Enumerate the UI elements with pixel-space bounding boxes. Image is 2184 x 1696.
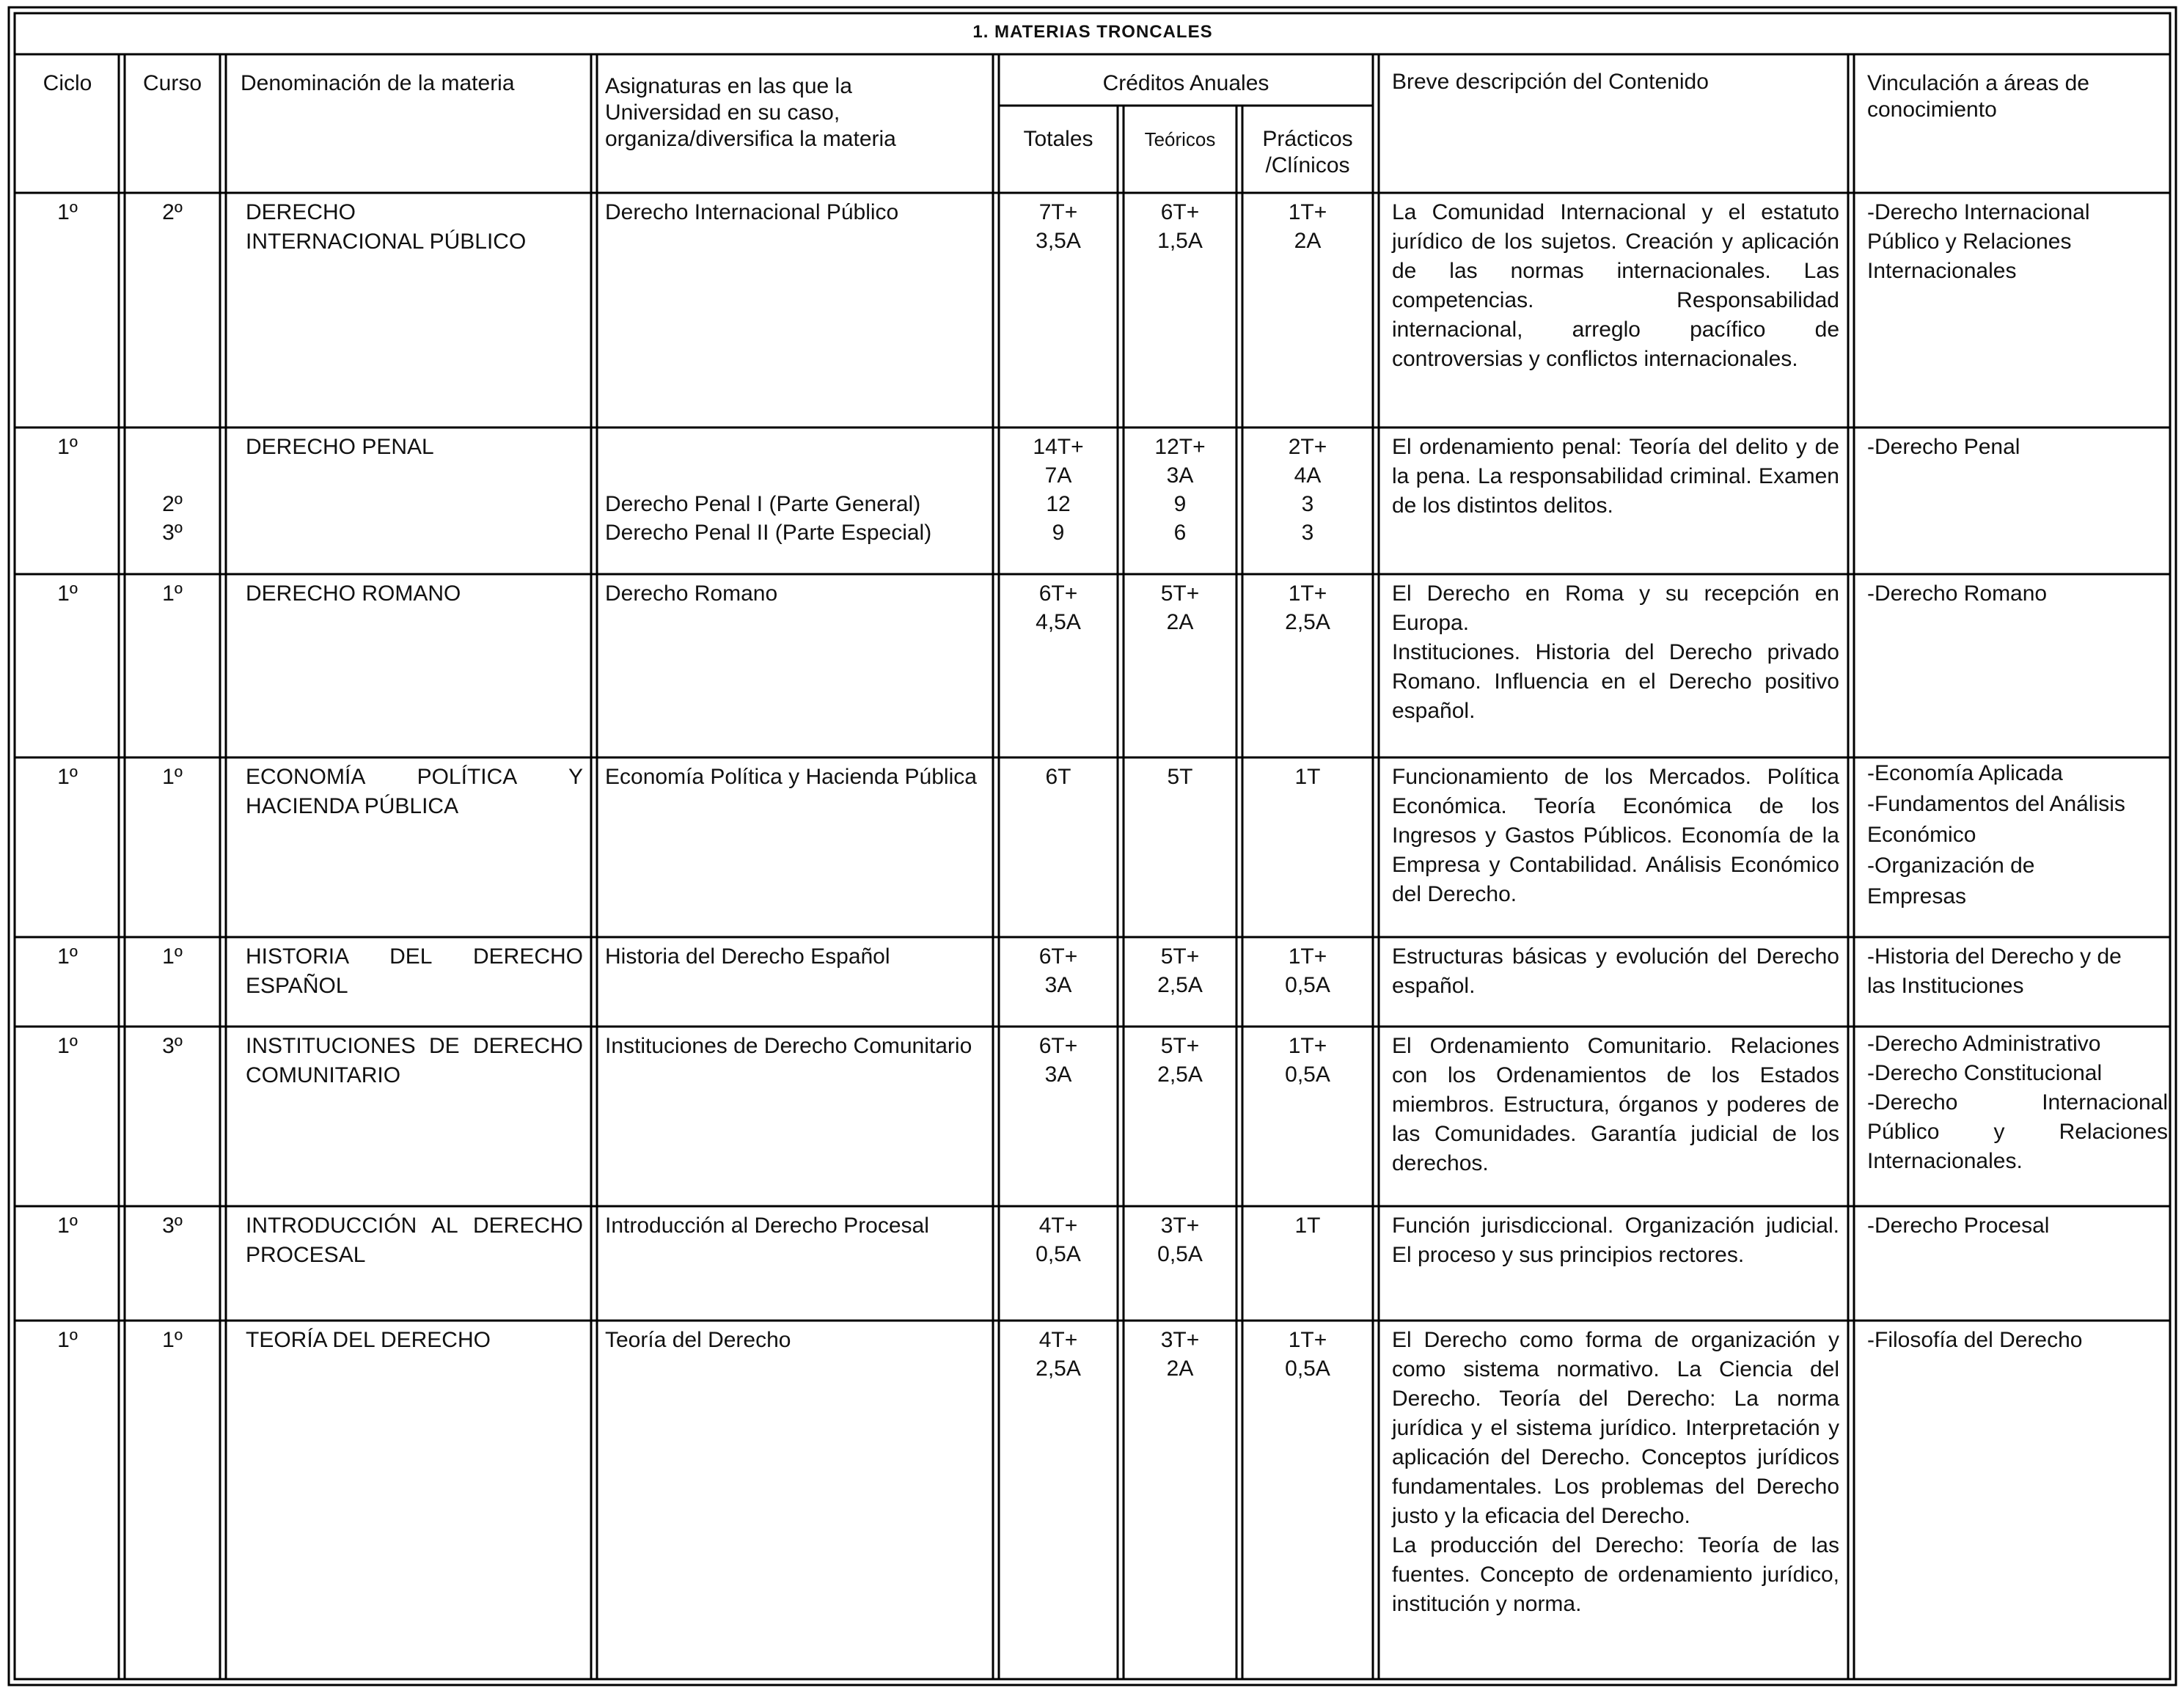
cell-practicos: 1T+ 0,5A (1285, 1034, 1330, 1087)
cell-practicos: 1T+ 0,5A (1285, 1328, 1330, 1381)
cell-teoricos: 12T+ 3A 9 6 (1154, 435, 1206, 545)
cell-denominacion: DERECHO INTERNACIONAL PÚBLICO (246, 200, 527, 254)
cell-vinculacion: -Historia del Derecho y de las Instituciones (1867, 944, 2122, 998)
cell-denominacion: TEORÍA DEL DERECHO (246, 1328, 491, 1352)
cell-denominacion: HISTORIA DEL DERECHO ESPAÑOL (246, 944, 583, 998)
cell-vinculacion: -Economía Aplicada -Fundamentos del Análisis Económico -Organización de Empresas (1867, 761, 2125, 908)
cell-practicos: 1T (1294, 765, 1321, 789)
header-curso: Curso (142, 71, 202, 95)
cell-vinculacion: -Derecho Procesal (1867, 1214, 2050, 1238)
header-asignaturas: Asignaturas en las que la Universidad en su caso, organiza/diversifica la materia (605, 74, 896, 151)
cell-curso: 3º (162, 1034, 183, 1058)
cell-totales: 7T+ 3,5A (1036, 200, 1081, 253)
cell-asignaturas: Introducción al Derecho Procesal (605, 1214, 929, 1238)
cell-practicos: 2T+ 4A 3 3 (1288, 435, 1327, 545)
header-ciclo: Ciclo (43, 71, 92, 95)
cell-denominacion: ECONOMÍA POLÍTICA Y HACIENDA PÚBLICA (246, 765, 583, 818)
cell-totales: 4T+ 2,5A (1036, 1328, 1081, 1381)
cell-teoricos: 3T+ 0,5A (1157, 1214, 1203, 1266)
table-title: 1. MATERIAS TRONCALES (972, 22, 1213, 42)
cell-descripcion: El Derecho en Roma y su recepción en Europa. Instituciones. Historia del Derecho privado Romano. Influencia en el Derecho positivo español. (1392, 581, 1839, 723)
cell-ciclo: 1º (57, 581, 78, 606)
cell-denominacion: DERECHO ROMANO (246, 581, 461, 606)
cell-practicos: 1T+ 2,5A (1285, 581, 1330, 634)
cell-descripcion: Estructuras básicas y evolución del Derecho español. (1392, 944, 1839, 998)
cell-totales: 6T+ 3A (1038, 1034, 1078, 1087)
cell-descripcion: El ordenamiento penal: Teoría del delito y de la pena. La responsabilidad criminal. Examen de los distintos delitos. (1392, 435, 1839, 518)
cell-curso: 1º (162, 1328, 183, 1352)
cell-totales: 14T+ 7A 12 9 (1033, 435, 1084, 545)
header-practicos: Prácticos /Clínicos (1262, 127, 1353, 177)
cell-vinculacion: -Filosofía del Derecho (1867, 1328, 2083, 1352)
cell-asignaturas: Derecho Internacional Público (605, 200, 899, 224)
cell-practicos: 1T+ 2A (1288, 200, 1327, 253)
table-grid (7, 6, 2184, 1696)
cell-ciclo: 1º (57, 1328, 78, 1352)
cell-descripcion: Funcionamiento de los Mercados. Política Económica. Teoría Económica de los Ingresos y Gastos Públicos. Economía de la Empresa y Contabilidad. Análisis Económico del Derecho. (1392, 765, 1839, 906)
cell-asignaturas: Derecho Romano (605, 581, 778, 606)
cell-ciclo: 1º (57, 435, 78, 459)
cell-descripcion: Función jurisdiccional. Organización judicial. El proceso y sus principios rectores. (1392, 1214, 1839, 1267)
header-creditos: Créditos Anuales (1102, 71, 1269, 95)
cell-asignaturas: Derecho Penal I (Parte General) Derecho Penal II (Parte Especial) (605, 492, 932, 545)
cell-totales: 6T+ 3A (1038, 944, 1078, 997)
cell-curso: 1º (162, 581, 183, 606)
header-teoricos: Teóricos (1144, 128, 1216, 150)
header-descripcion: Breve descripción del Contenido (1392, 70, 1709, 94)
cell-curso: 3º (162, 1214, 183, 1238)
cell-practicos: 1T (1294, 1214, 1321, 1238)
cell-teoricos: 5T+ 2,5A (1157, 944, 1203, 997)
header-denominacion: Denominación de la materia (241, 71, 515, 95)
cell-ciclo: 1º (57, 200, 78, 224)
cell-vinculacion: -Derecho Internacional Público y Relaciones Internacionales (1867, 200, 2090, 283)
cell-denominacion: DERECHO PENAL (246, 435, 434, 459)
cell-vinculacion: -Derecho Administrativo -Derecho Constitucional -Derecho Internacional Público y Relaciones Internacionales. (1867, 1032, 2168, 1173)
header-vinculacion: Vinculación a áreas de conocimiento (1867, 71, 2089, 122)
cell-vinculacion: -Derecho Romano (1867, 581, 2048, 606)
cell-teoricos: 3T+ 2A (1160, 1328, 1200, 1381)
document-page (7, 6, 2178, 1686)
cell-curso: 1º (162, 944, 183, 969)
cell-denominacion: INTRODUCCIÓN AL DERECHO PROCESAL (246, 1214, 583, 1267)
cell-ciclo: 1º (57, 944, 78, 969)
cell-teoricos: 5T+ 2,5A (1157, 1034, 1203, 1087)
cell-curso: 1º (162, 765, 183, 789)
cell-asignaturas: Instituciones de Derecho Comunitario (605, 1034, 972, 1058)
cell-descripcion: La Comunidad Internacional y el estatuto jurídico de los sujetos. Creación y aplicación de las normas internacionales. Las competencias. Responsabilidad internacional, arreglo pacífico de controversias y conflictos internacionales. (1392, 200, 1839, 371)
cell-ciclo: 1º (57, 765, 78, 789)
cell-ciclo: 1º (57, 1214, 78, 1238)
cell-asignaturas: Historia del Derecho Español (605, 944, 890, 969)
header-totales: Totales (1023, 127, 1093, 151)
cell-totales: 6T+ 4,5A (1036, 581, 1081, 634)
cell-teoricos: 6T+ 1,5A (1157, 200, 1203, 253)
cell-asignaturas: Teoría del Derecho (605, 1328, 791, 1352)
cell-descripcion: El Ordenamiento Comunitario. Relaciones con los Ordenamientos de los Estados miembros. Estructura, órganos y poderes de las Comunidades. Garantía judicial de los derechos. (1392, 1034, 1839, 1175)
cell-curso: 2º 3º (162, 492, 183, 545)
cell-practicos: 1T+ 0,5A (1285, 944, 1330, 997)
cell-curso: 2º (162, 200, 183, 224)
cell-totales: 6T (1045, 765, 1071, 789)
cell-ciclo: 1º (57, 1034, 78, 1058)
cell-teoricos: 5T (1167, 765, 1193, 789)
cell-totales: 4T+ 0,5A (1036, 1214, 1081, 1266)
cell-asignaturas: Economía Política y Hacienda Pública (605, 765, 977, 789)
cell-descripcion: El Derecho como forma de organización y como sistema normativo. La Ciencia del Derecho. Teoría del Derecho: La norma jurídica y el sistema jurídico. Interpretación y aplicación del Derecho. Conceptos jurídicos fundamentales. Los problemas del Derecho justo y la eficacia del Derecho. La producción del Derecho: Teoría de las fuentes. Concepto de ordenamiento jurídico, institución y norma. (1392, 1328, 1839, 1616)
cell-vinculacion: -Derecho Penal (1867, 435, 2020, 459)
cell-denominacion: INSTITUCIONES DE DERECHO COMUNITARIO (246, 1034, 583, 1087)
cell-teoricos: 5T+ 2A (1160, 581, 1200, 634)
